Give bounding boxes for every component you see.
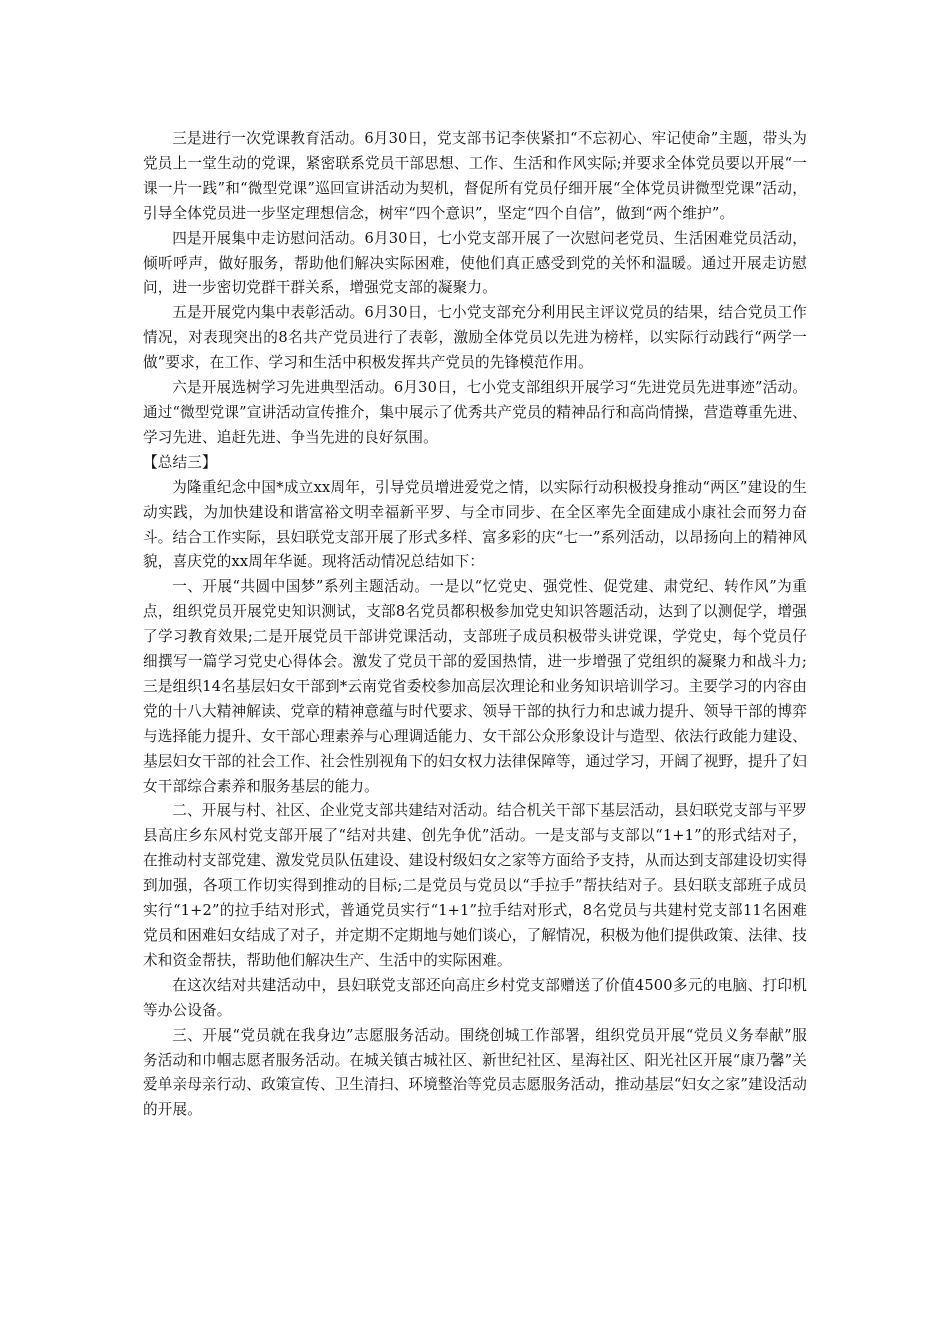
paragraph-summary-item-2: 二、开展与村、社区、企业党支部共建结对活动。结合机关干部下基层活动，县妇联党支部与平罗县高庄乡东风村党支部开展了“结对共建、创先争优”活动。一是支部与支部以“1+1”的形式结对子，在推动村支部党建、激发党员队伍建设、建设村级妇女之家等方面给予支持，从而达到支部建设切实得到加强，各项工作切实得到推动的目标;二是党员与党员以“手拉手”帮扶结对子。县妇联支部班子成员实行“1+2”的拉手结对形式，普通党员实行“1+1”拉手结对形式，8名党员与共建村党支部11名困难党员和困难妇女结成了对子，并定期不定期地与她们谈心，了解情况，积极为他们提供政策、法律、技术和资金帮扶，帮助他们解决生产、生活中的实际困难。 — [143, 802, 807, 969]
paragraph-summary-item-3: 三、开展“党员就在我身边”志愿服务活动。围绕创城工作部署，组织党员开展“党员义务奉献”服务活动和巾帼志愿者服务活动。在城关镇古城社区、新世纪社区、星海社区、阳光社区开展“康乃馨”关爱单亲母亲行动、政策宣传、卫生清扫、环境整治等党员志愿服务活动，推动基层“妇女之家”建设活动的开展。 — [143, 1026, 807, 1119]
paragraph-summary-intro: 为隆重纪念中国*成立xx周年，引导党员增进爱党之情，以实际行动积极投身推动“两区”建设的生动实践，为加快建设和谐富裕文明幸福新平罗、与全市同步、在全区率先全面建成小康社会而努力奋斗。结合工作实际，县妇联党支部开展了形式多样、富多彩的庆“七一”系列活动，以昂扬向上的精神风貌，喜庆党的xx周年华诞。现将活动情况总结如下： — [143, 478, 807, 571]
section-heading: 【总结三】 — [143, 453, 217, 471]
paragraph-activity-5: 五是开展党内集中表彰活动。6月30日，七小党支部充分利用民主评议党员的结果，结合党员工作情况，对表现突出的8名共产党员进行了表彰，激励全体党员以先进为榜样，以实际行动践行“两学一做”要求，在工作、学习和生活中积极发挥共产党员的先锋模范作用。 — [143, 304, 807, 372]
paragraph-activity-6: 六是开展选树学习先进典型活动。6月30日，七小党支部组织开展学习“先进党员先进事迹”活动。通过“微型党课”宣讲活动宣传推介，集中展示了优秀共产党员的精神品行和高尚情操，营造尊重先进、学习先进、追赶先进、争当先进的良好氛围。 — [143, 379, 807, 446]
document-page — [143, 127, 807, 1123]
paragraph-activity-4: 四是开展集中走访慰问活动。6月30日，七小党支部开展了一次慰问老党员、生活困难党员活动，倾听呼声，做好服务，帮助他们解决实际困难，使他们真正感受到党的关怀和温暖。通过开展走访慰问，进一步密切党群干群关系，增强党支部的凝聚力。 — [143, 229, 807, 297]
paragraph-activity-3: 三是进行一次党课教育活动。6月30日，党支部书记李侠紧扣“不忘初心、牢记使命”主题，带头为党员上一堂生动的党课，紧密联系党员干部思想、工作、生活和作风实际;并要求全体党员要以开展“一课一片一践”和“微型党课”巡回宣讲活动为契机，督促所有党员仔细开展“全体党员讲微型党课”活动，引导全体党员进一步坚定理想信念，树牢“四个意识”，坚定“四个自信”，做到“两个维护”。 — [143, 130, 807, 222]
paragraph-summary-item-1: 一、开展“共圆中国梦”系列主题活动。一是以“忆党史、强党性、促党建、肃党纪、转作风”为重点，组织党员开展党史知识测试，支部8名党员都积极参加党史知识答题活动，达到了以测促学，增强了学习教育效果;二是开展党员干部讲党课活动，支部班子成员积极带头讲党课，学党史，每个党员仔细撰写一篇学习党史心得体会。激发了党员干部的爱国热情，进一步增强了党组织的凝聚力和战斗力;三是组织14名基层妇女干部到*云南党省委校参加高层次理论和业务知识培训学习。主要学习的内容由党的十八大精神解读、党章的精神意蕴与时代要求、领导干部的执行力和忠诚力提升、领导干部的博弈与选择能力提升、女干部心理素养与心理调适能力、女干部公众形象设计与造型、依法行政能力建设、基层妇女干部的社会工作、社会性别视角下的妇女权力法律保障等，通过学习，开阔了视野，提升了妇女干部综合素养和服务基层的能力。 — [143, 578, 807, 795]
paragraph-summary-donation: 在这次结对共建活动中，县妇联党支部还向高庄乡村党支部赠送了价值4500多元的电脑、打印机等办公设备。 — [143, 976, 807, 1019]
